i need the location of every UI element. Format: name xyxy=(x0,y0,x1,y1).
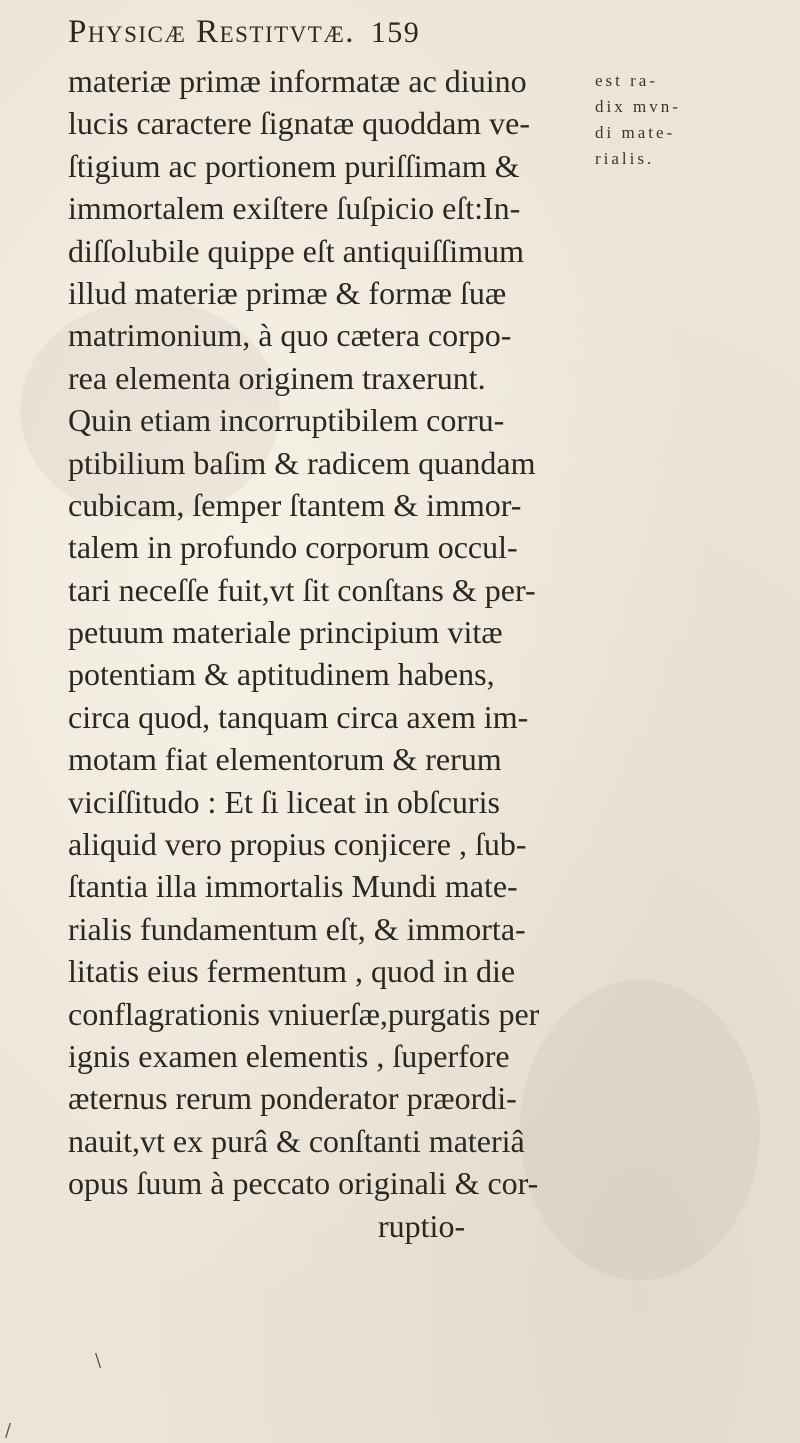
text-line: rea elementa originem traxerunt. xyxy=(68,359,486,396)
text-line: petuum materiale principium vitæ xyxy=(68,614,503,651)
text-line: nauit,vt ex purâ & conſtanti materiâ xyxy=(68,1122,525,1159)
text-line: motam fiat elementorum & rerum xyxy=(68,741,502,778)
text-line: ſtantia illa immortalis Mundi mate- xyxy=(68,868,518,905)
page-number: 159 xyxy=(370,16,421,49)
header-title: Physicæ Restitvtæ. xyxy=(68,14,356,50)
text-line: potentiam & aptitudinem habens, xyxy=(68,656,495,693)
text-line: lucis caractere ſignatæ quoddam ve- xyxy=(68,105,531,142)
marginal-note xyxy=(595,68,681,172)
stray-ink-mark: / xyxy=(5,1420,12,1441)
text-line: conflagrationis vniuerſæ,purgatis per xyxy=(68,995,540,1032)
text-line: materiæ primæ informatæ ac diuino xyxy=(68,63,527,99)
marginal-note-line: dix mvn- xyxy=(595,97,681,116)
text-line: talem in profundo corporum occul- xyxy=(68,529,518,566)
marginal-note-line: est ra- xyxy=(595,71,659,90)
text-line: litatis eius fermentum , quod in die xyxy=(68,953,516,990)
text-line: circa quod, tanquam circa axem im- xyxy=(68,698,529,735)
stray-ink-mark: \ xyxy=(95,1350,102,1371)
text-line: Quin etiam incorruptibilem corru- xyxy=(68,402,505,439)
text-line: ſtigium ac portionem puriſſimam & xyxy=(68,147,520,184)
main-text-block xyxy=(68,60,628,1247)
text-line: diſſolubile quippe eſt antiquiſſimum xyxy=(68,232,524,269)
marginal-note-line: rialis. xyxy=(595,149,655,168)
text-line: immortalem exiſtere ſuſpicio eſt:In- xyxy=(68,190,521,227)
text-line: æternus rerum ponderator præordi- xyxy=(68,1080,517,1117)
running-header xyxy=(68,14,420,51)
text-line: viciſſitudo : Et ſi liceat in obſcuris xyxy=(68,783,500,820)
text-line: matrimonium, à quo cætera corpo- xyxy=(68,317,512,354)
text-line: ptibilium baſim & radicem quandam xyxy=(68,444,536,481)
text-line: rialis fundamentum eſt, & immorta- xyxy=(68,910,526,947)
text-line: tari neceſſe fuit,vt ſit conſtans & per- xyxy=(68,571,536,608)
catchword: ruptio- xyxy=(378,1207,466,1244)
text-line: ignis examen elementis , ſuperfore xyxy=(68,1037,510,1074)
marginal-note-line: di mate- xyxy=(595,123,676,142)
text-line: illud materiæ primæ & formæ ſuæ xyxy=(68,274,507,311)
text-line: aliquid vero propius conjicere , ſub- xyxy=(68,826,527,863)
text-line: cubicam, ſemper ſtantem & immor- xyxy=(68,486,522,523)
text-line: opus ſuum à peccato originali & cor- xyxy=(68,1165,539,1202)
